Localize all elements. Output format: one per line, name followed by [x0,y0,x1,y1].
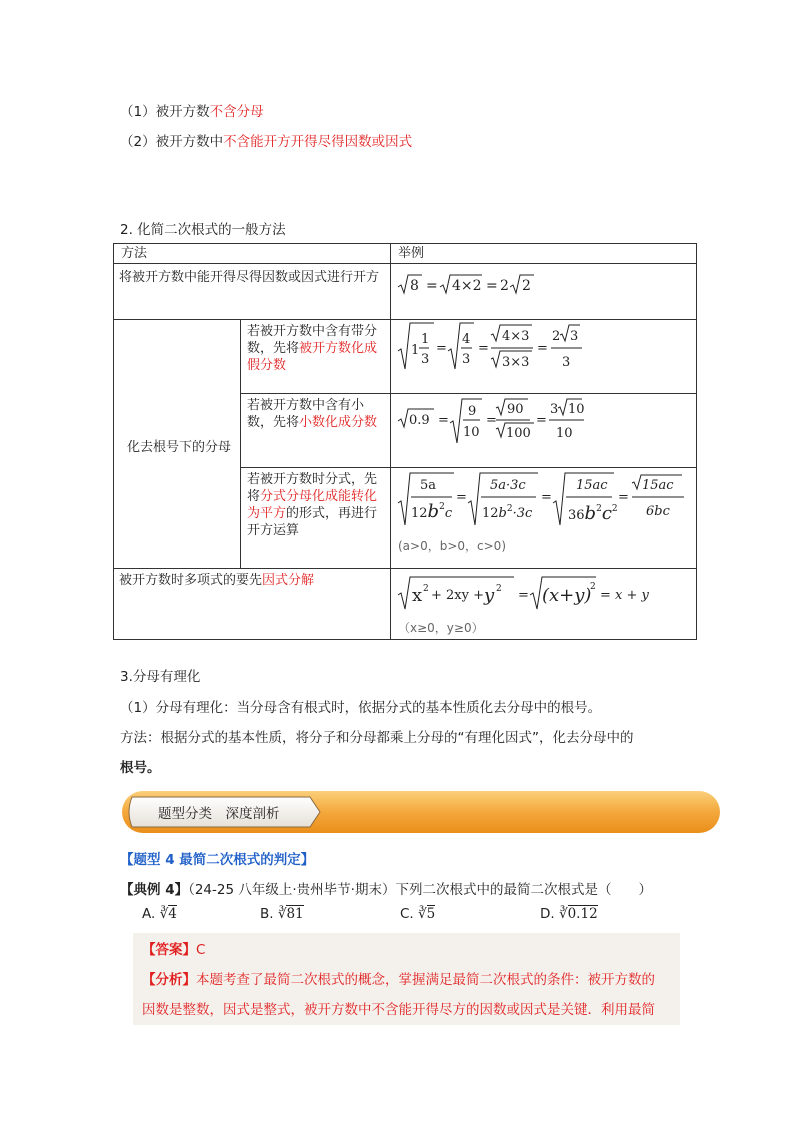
svg-text:12b2·3c: $12b^2\cdot 3c$ [482,504,533,521]
svg-text:2: 2 [496,584,502,594]
section-banner [122,790,722,834]
svg-text:3: 3 [562,355,571,370]
row2-method: 若被开方数中含有带分数，先将被开方数化成假分数 [247,324,378,373]
example-question: 【典例 4】（24-25 八年级上·贵州毕节·期末）下列二次根式中的最简二次根式是（ ） [120,882,652,898]
table-header-method: 方法 [121,246,148,261]
svg-text:=: = [486,278,498,294]
svg-text:x: x [412,585,423,606]
svg-text:3: 3 [462,352,471,367]
svg-text:100: 100 [506,426,531,441]
svg-text:10: 10 [568,402,585,417]
group-label-remove-denominator: 化去根号下的分母 [126,440,231,455]
option-a[interactable]: A. ∛4 [142,906,177,922]
svg-text:10: 10 [463,425,480,440]
svg-text:=: = [518,588,529,603]
svg-text:y: y [484,585,495,606]
svg-text:=: = [536,413,547,428]
svg-text:3: 3 [570,329,579,344]
option-d[interactable]: D. ∛0.12 [540,906,598,922]
radical-symbol-icon: ∛ [418,906,427,922]
svg-text:15ac: 15ac [576,478,608,493]
svg-text:2: 2 [500,278,509,294]
answer-line: 【答案】C [142,942,206,958]
svg-text:1: 1 [411,343,420,358]
svg-text:36b2c2: $36b^2c^2$ [568,503,618,524]
banner-label: 题型分类 深度剖析 [158,806,280,822]
svg-text:90: 90 [507,402,524,417]
section-3-line-3: 根号。 [120,760,161,776]
simplification-methods-table [113,243,697,640]
radical-symbol-icon: ∛ [558,906,568,922]
svg-text:3: 3 [421,352,430,367]
row3-example-formula [396,397,596,453]
section-3-line-1: （1）分母有理化：当分母含有根式时，依据分式的基本性质化去分母中的根号。 [120,700,602,716]
svg-text:+ 2xy +: + 2xy + [431,588,484,603]
svg-text:2: 2 [522,278,531,294]
analysis-line-1: 【分析】本题考查了最简二次根式的概念，掌握满足最简二次根式的条件：被开方数的 [142,972,655,988]
svg-text:2: 2 [590,582,596,592]
svg-text:=: = [436,341,447,356]
option-c[interactable]: C. ∛5 [400,906,436,922]
section-3-line-2: 方法：根据分式的基本性质，将分子和分母都乘上分母的“有理化因式”，化去分母中的 [120,730,634,746]
svg-text:= x + y: = x + y [600,588,649,603]
row4-example-formula [396,471,692,531]
svg-text:0.9: 0.9 [409,413,430,428]
radical-symbol-icon: ∛ [159,906,169,922]
analysis-line-2: 因数是整数，因式是整式，被开方数中不含能开得尽方的因数或因式是关键．利用最简 [142,1002,655,1018]
row2-example-formula [396,321,596,379]
svg-text:15ac: 15ac [642,478,674,493]
row1-method: 将被开方数中能开得尽得因数或因式进行开方 [119,270,380,285]
svg-text:5a·3c: 5a·3c [490,478,526,493]
option-b[interactable]: B. ∛81 [260,906,304,922]
row3-method: 若被开方数中含有小数，先将小数化成分数 [247,398,378,430]
svg-text:=: = [426,278,438,294]
radical-symbol-icon: ∛ [277,906,287,922]
section-2-heading: 2. 化简二次根式的一般方法 [120,222,286,238]
row1-example-formula [396,271,596,301]
row5-method: 被开方数时多项式的要先因式分解 [119,573,315,588]
row4-method: 若被开方数时分式，先将分式分母化成能转化为平方的形式，再进行开方运算 [247,472,378,538]
svg-text:=: = [438,413,449,428]
row4-condition: (a>0，b>0，c>0) [398,539,507,553]
svg-text:3×3: 3×3 [502,355,530,370]
svg-text:=: = [478,341,489,356]
svg-text:4: 4 [462,332,471,347]
svg-text:4×3: 4×3 [502,329,530,344]
row5-condition: （x≥0，y≥0） [398,621,484,635]
svg-text:=: = [541,490,552,505]
svg-text:4×2: 4×2 [452,278,482,294]
svg-text:=: = [486,413,497,428]
svg-text:(x+y): (x+y) [542,585,592,606]
svg-text:=: = [456,490,467,505]
svg-text:12b2c: $12b^2c$ [411,501,453,522]
svg-text:9: 9 [468,404,477,419]
svg-text:8: 8 [410,278,419,294]
svg-text:5a: 5a [420,478,437,493]
svg-text:3: 3 [550,402,559,417]
condition-item-2: （2）被开方数中不含能开方开得尽得因数或因式 [120,134,413,150]
svg-text:=: = [537,341,548,356]
condition-item-1: （1）被开方数不含分母 [120,104,264,120]
svg-text:1: 1 [421,332,430,347]
svg-text:2: 2 [423,584,429,594]
svg-text:2: 2 [552,329,561,344]
section-3-heading: 3.分母有理化 [120,669,201,685]
table-header-example: 举例 [398,246,425,261]
row5-example-formula [396,573,649,613]
svg-text:=: = [618,490,629,505]
svg-text:10: 10 [556,426,573,441]
svg-text:6bc: 6bc [646,504,670,519]
question-type-heading: 【题型 4 最简二次根式的判定】 [120,852,315,868]
